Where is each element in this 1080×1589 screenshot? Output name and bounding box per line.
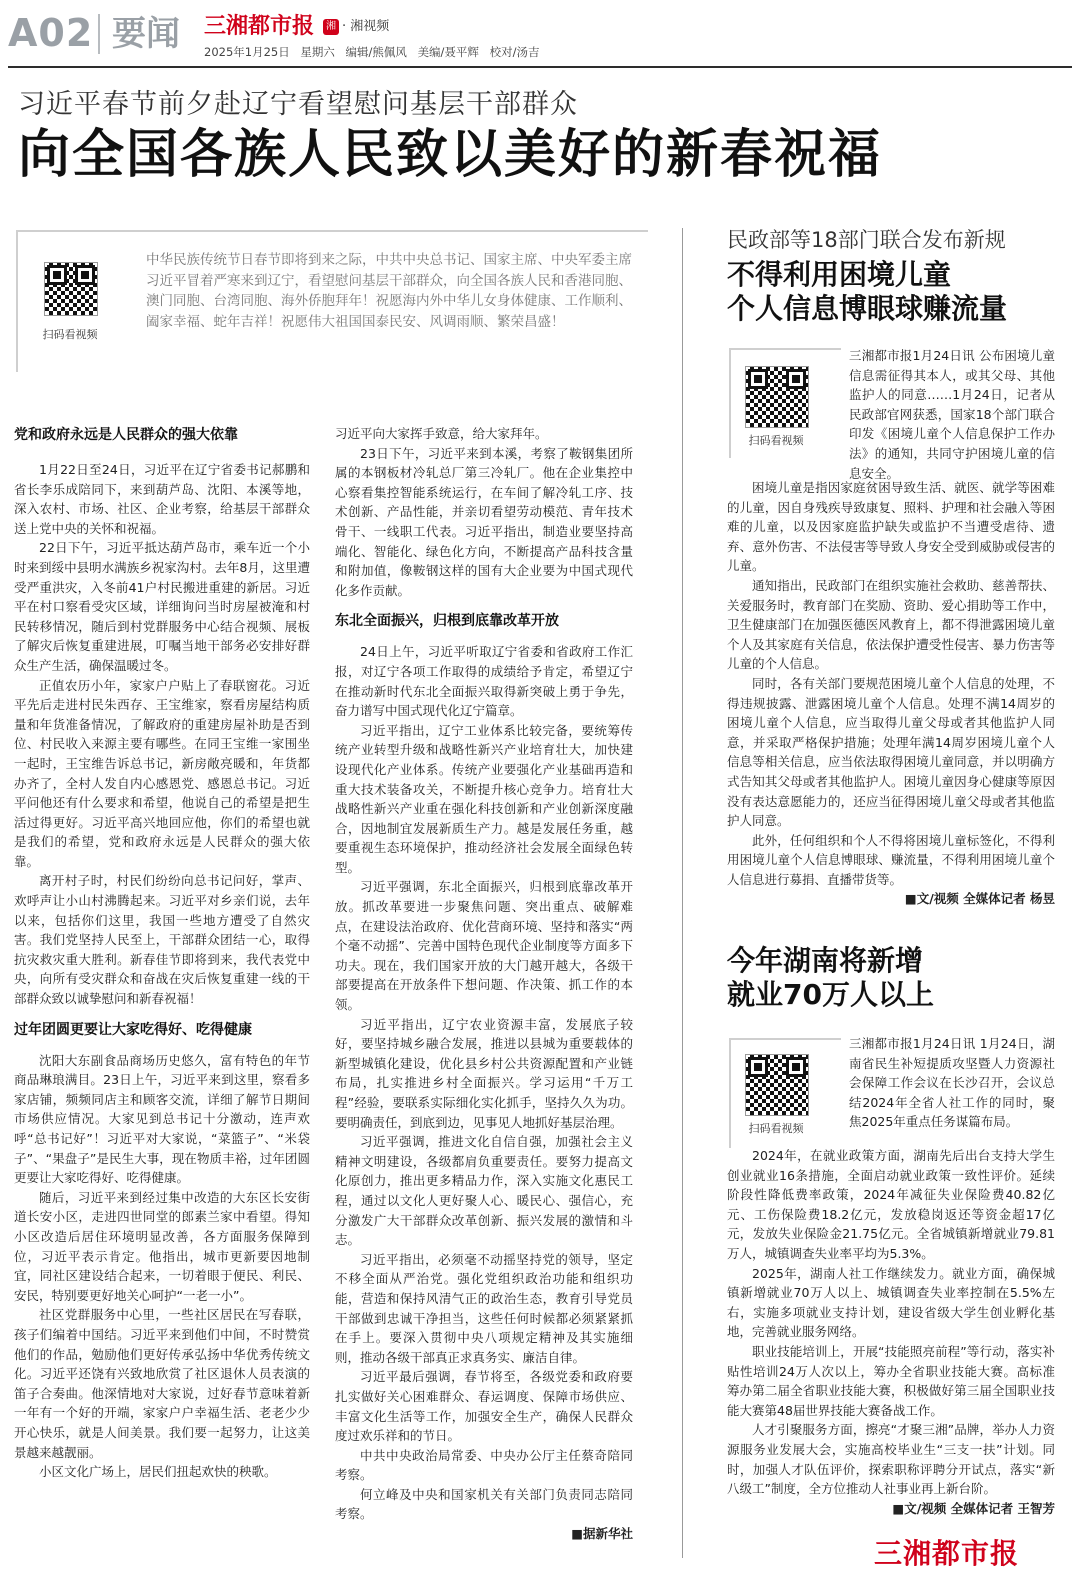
- qr-code-icon[interactable]: [745, 366, 809, 428]
- qr-label: 扫码看视频: [748, 1122, 804, 1135]
- art-editor-credit: 美编/聂平辉: [417, 45, 479, 59]
- qr-label: 扫码看视频: [42, 328, 98, 341]
- paper-logo: 三湘都市报: [204, 14, 315, 39]
- main-headline: 向全国各族人民致以美好的新春祝福: [18, 125, 883, 185]
- paragraph: 职业技能培训上，开展“技能照亮前程”等行动，落实补贴性培训24万人次以上，筹办全省职业技能大赛。高标准筹办第二届全省职业技能大赛，积极做好第三届全国职业技能大赛第48届世界技能大赛备战工作。: [727, 1343, 1055, 1418]
- video-brand-text: · 湘视频: [342, 19, 390, 34]
- article-lead: 三湘都市报1月24日讯 公布困境儿童信息需征得其本人，或其父母、其他监护人的同意……1月24日，记者从民政部官网获悉，国家18个部门联合印发《困境儿童个人信息保护工作办法》的通知，共同守护困境儿童的信息安全。: [849, 348, 1055, 481]
- paragraph: 习近平指出，辽宁农业资源丰富，发展底子较好，要坚持城乡融合发展，推进以县城为重要载体的新型城镇化建设，优化县乡村公共资源配置和产业链布局，扎实推进乡村全面振兴。学习运用“千万工程”经验，要联系实际细化实化抓手，坚持久久为功。要明确责任，到底到边，见事见人地抓好基层治理。: [335, 1016, 633, 1130]
- paragraph: 习近平强调，推进文化自信自强，加强社会主义精神文明建设，各级都肩负重要责任。要努力提高文化原创力，推出更多精品力作，深入实施文化惠民工程，通过以文化人更好聚人心、暖民心、强信心，充分激发广大干部群众改革创新、振兴发展的激情和斗志。: [335, 1134, 633, 1248]
- section-name: 要闻: [112, 14, 180, 54]
- headline-line: 个人信息博眼球赚流量: [727, 292, 1008, 325]
- paragraph: 习近平向大家挥手致意，给大家拜年。: [335, 426, 548, 441]
- video-logo: [323, 17, 389, 37]
- qr-code-icon[interactable]: [745, 1054, 809, 1116]
- paragraph: 何立峰及中央和国家机关有关部门负责同志陪同考察。: [335, 1486, 633, 1522]
- masthead-divider: [98, 14, 100, 54]
- paragraph: 2025年，湖南人社工作继续发力。就业方面，确保城镇新增就业70万人以上、城镇调查失业率控制在5.5%左右，实施多项就业支持计划，建设省级大学生创业孵化基地，完善就业服务网络。: [727, 1265, 1055, 1340]
- paragraph: 同时，各有关部门要规范困境儿童个人信息的处理，不得违规披露、泄露困境儿童个人信息。处理不满14周岁的困境儿童个人信息，应当取得儿童父母或者其他监护人同意，并采取严格保护措施；处理年满14周岁困境儿童个人信息等相关信息，应当依法取得困境儿童同意，并以明确方式告知其父母或者其他监护人。困境儿童因身心健康等原因没有表达意愿能力的，还应当征得困境儿童父母或者其他监护人同意。: [727, 675, 1055, 829]
- qr-label: 扫码看视频: [748, 434, 804, 447]
- paragraph: 社区党群服务中心里，一些社区居民在写春联，孩子们编着中国结。习近平来到他们中间，不时赞赏他们的作品，勉励他们更好传承弘扬中华优秀传统文化。习近平还饶有兴致地欣赏了社区退休人员表演的笛子合奏曲。他深情地对大家说，过好春节意味着新一年有一个好的开端，家家户户幸福生活、老老少少开心快乐，就是人间美景。我们要一起努力，让这美景越来越靓丽。: [14, 1307, 310, 1460]
- paragraph: 习近平指出，辽宁工业体系比较完备，要统筹传统产业转型升级和战略性新兴产业培育壮大，加快建设现代化产业体系。传统产业要强化产业基础再造和重大技术装备攻关，不断提升核心竞争力。培育壮大战略性新兴产业重在强化科技创新和产业创新深度融合，因地制宜发展新质生产力。越是发展任务重，越要重视生态环境保护，推动经济社会发展全面绿色转型。: [335, 722, 633, 875]
- byline: ■文/视频 全媒体记者 王智芳: [892, 1500, 1055, 1516]
- video-badge-icon: 湘: [323, 19, 339, 35]
- issue-date: 2025年1月25日: [204, 45, 290, 59]
- article-body: [727, 1146, 1055, 1518]
- article-body: [727, 478, 1055, 909]
- paragraph: 沈阳大东副食品商场历史悠久，富有特色的年节商品琳琅满目。23日上午，习近平来到这里，察看多家店铺，频频同店主和顾客交流，详细了解节日期间市场供应情况。大家见到总书记十分激动，连声欢呼“总书记好”！习近平对大家说，“菜篮子”、“米袋子”、“果盘子”是民生大事，现在物质丰裕，过年团圆更要让大家吃得好、吃得健康。: [14, 1052, 310, 1186]
- headline-line: 今年湖南将新增: [727, 944, 924, 977]
- paragraph: 此外，任何组织和个人不得将困境儿童标签化，不得利用困境儿童个人信息博眼球、赚流量，不得利用困境儿童个人信息进行募捐、直播带货等。: [727, 832, 1055, 887]
- subheading: 党和政府永远是人民群众的强大依靠: [14, 427, 238, 443]
- paragraph: 随后，习近平来到经过集中改造的大东区长安街道长安小区，走进四世同堂的郎素兰家中看望。得知小区改造后居住环境明显改善，各方面服务保障到位，习近平表示肯定。他指出，城市更新要因地制宜，同社区建设结合起来，一切着眼于便民、利民、安民，特别要更好地关心呵护“一老一小”。: [14, 1189, 310, 1303]
- paragraph: 2024年，在就业政策方面，湖南先后出台支持大学生创业就业16条措施，全面启动就业政策一致性评价。延续阶段性降低费率政策，2024年减征失业保险费40.82亿元、工伤保险费18.2亿元，发放稳岗返还等资金超17亿元，发放失业保险金21.75亿元。全省城镇新增就业79.81万人，城镇调查失业率平均为5.3%。: [727, 1148, 1055, 1261]
- article-lead: 三湘都市报1月24日讯 1月24日，湖南省民生补短提质攻坚暨人力资源社会保障工作会议在长沙召开，会议总结2024年全省人社工作的同时，聚焦2025年重点任务谋篇布局。: [849, 1036, 1055, 1130]
- paragraph: 人才引聚服务方面，擦亮“才聚三湘”品牌，举办人力资源服务业发展大会，实施高校毕业生“三支一扶”计划。同时，加强人才队伍评价，探索职称评聘分开试点，落实“新八级工”制度，全方位推动人社事业再上新台阶。: [727, 1422, 1055, 1497]
- paragraph: 习近平强调，东北全面振兴，归根到底靠改革开放。抓改革要进一步聚焦问题、突出重点、破解难点，在建设法治政府、优化营商环境、坚持和落实“两个毫不动摇”、完善中国特色现代企业制度等方面多下功夫。现在，我们国家开放的大门越开越大，各级干部要提高在开放条件下想问题、作决策、抓工作的本领。: [335, 879, 633, 1013]
- article-headline: [727, 258, 1007, 326]
- subheading: 过年团圆更要让大家吃得好、吃得健康: [14, 1021, 252, 1038]
- paragraph: 正值农历小年，家家户户贴上了春联窗花。习近平先后走进村民朱西存、王宝维家，察看房屋结构质量和年货准备情况，了解政府的重建房屋补助是否到位、村民收入来源主要有哪些。在同王宝维一家围坐一起时，王宝维告诉总书记，新房敞亮暖和，年货都办齐了，全村人发自内心感恩党、感恩总书记。习近平问他还有什么要求和希望，他说自己的希望是把生活过得更好。习近平高兴地回应他，你们的希望也就是我们的希望，党和政府永远是人民群众的强大依靠。: [14, 677, 310, 869]
- paragraph: 23日下午，习近平来到本溪，考察了鞍钢集团所属的本钢板材冷轧总厂第三冷轧厂。他在企业集控中心察看集控智能系统运行，在车间了解冷轧工序、技术创新、产品性能，并亲切看望劳动模范、青年技术骨干、一线职工代表。习近平指出，制造业要坚持高端化、智能化、绿色化方向，不断提高产品科技含量和附加值，像鞍钢这样的国有大企业要为中国式现代化多作贡献。: [335, 445, 633, 598]
- lead-paragraph: 中华民族传统节日春节即将到来之际，中共中央总书记、国家主席、中央军委主席习近平冒着严寒来到辽宁，看望慰问基层干部群众，向全国各族人民和香港同胞、澳门同胞、台湾同胞、海外侨胞拜年！祝愿海内外中华儿女身体健康、工作顺利、阖家幸福、蛇年吉祥！祝愿伟大祖国国泰民安、风调雨顺、繁荣昌盛！: [146, 252, 632, 330]
- headline-line: 就业70万人以上: [727, 978, 934, 1011]
- article-headline: [727, 944, 934, 1012]
- paragraph: 习近平指出，必须毫不动摇坚持党的领导，坚定不移全面从严治党。强化党组织政治功能和组织功能，营造和保持风清气正的政治生态，教育引导党员干部做到忠诚干净担当，这些任何时候都必须紧紧抓在手上。要深入贯彻中央八项规定精神及其实施细则，推动各级干部真正求真务实、廉洁自律。: [335, 1251, 633, 1365]
- masthead-rule: [8, 66, 1072, 68]
- main-kicker: 习近平春节前夕赴辽宁看望慰问基层干部群众: [18, 89, 578, 120]
- paragraph: 小区文化广场上，居民们扭起欢快的秧歌。: [39, 1464, 277, 1480]
- page-number: A02: [8, 11, 94, 55]
- article-column-1: [14, 424, 310, 1482]
- paragraph: 24日上午，习近平听取辽宁省委和省政府工作汇报，对辽宁各项工作取得的成绩给予肯定，希望辽宁在推动新时代东北全面振兴取得新突破上勇于争先，奋力谱写中国式现代化辽宁篇章。: [335, 644, 633, 719]
- paragraph: 困境儿童是指因家庭贫困导致生活、就医、就学等困难的儿童，因自身残疾导致康复、照料、护理和社会融入等困难的儿童，以及因家庭监护缺失或监护不当遭受虐待、遗弃、意外伤害、不法侵害等导致人身安全受到威胁或侵害的儿童。: [727, 480, 1055, 574]
- article-kicker: 民政部等18部门联合发布新规: [727, 228, 1006, 252]
- masthead-meta: [204, 44, 546, 60]
- article-column-2: [335, 424, 633, 1544]
- paragraph: 1月22日至24日，习近平在辽宁省委书记郝鹏和省长李乐成陪同下，来到葫芦岛、沈阳、本溪等地，深入农村、市场、社区、企业考察，给基层干部群众送上党中央的关怀和祝福。: [14, 462, 310, 536]
- paragraph: 22日下午，习近平抵达葫芦岛市，乘车近一个小时来到绥中县明水满族乡祝家沟村。去年8月，这里遭受严重洪灾，入冬前41户村民搬进重建的新居。习近平在村口察看受灾区域，详细询问当时房屋被淹和村民转移情况，随后到村党群服务中心结合视频、展板了解灾后恢复重建进展，叮嘱当地干部务必安排好群众生产生活，确保温暖过冬。: [14, 540, 310, 673]
- column-divider: [682, 228, 683, 1558]
- subheading: 东北全面振兴，归根到底靠改革开放: [335, 613, 559, 630]
- headline-line: 不得利用困境儿童: [727, 258, 952, 291]
- paragraph: 中共中央政治局常委、中央办公厅主任蔡奇陪同考察。: [335, 1447, 633, 1483]
- paragraph: 离开村子时，村民们纷纷向总书记问好，掌声、欢呼声让小山村沸腾起来。习近平对乡亲们说，去年以来，包括你们这里，我国一些地方遭受了自然灾害。我们党坚持人民至上，干部群众团结一心，取得抗灾救灾重大胜利。新春佳节即将到来，我代表党中央，向所有受灾群众和奋战在灾后恢复重建一线的干部群众致以诚挚慰问和新春祝福！: [14, 873, 310, 1007]
- proofreader-credit: 校对/汤吉: [489, 45, 540, 59]
- byline: ■文/视频 全媒体记者 杨昱: [904, 891, 1055, 907]
- editor-credit: 编辑/熊佩风: [345, 45, 407, 59]
- qr-code-icon[interactable]: [44, 262, 98, 316]
- byline: ■据新华社: [571, 1526, 633, 1542]
- issue-weekday: 星期六: [300, 45, 335, 59]
- paragraph: 通知指出，民政部门在组织实施社会救助、慈善帮扶、关爱服务时，教育部门在奖励、资助、爱心捐助等工作中，卫生健康部门在加强医德医风教育上，都不得泄露困境儿童个人及其家庭有关信息，依法保护遭受性侵害、暴力伤害等儿童的个人信息。: [727, 577, 1055, 672]
- paragraph: 习近平最后强调，春节将至，各级党委和政府要扎实做好关心困难群众、春运调度、保障市场供应、丰富文化生活等工作，加强安全生产，确保人民群众度过欢乐祥和的节日。: [335, 1369, 633, 1444]
- footer-logo: 三湘都市报: [874, 1537, 1020, 1570]
